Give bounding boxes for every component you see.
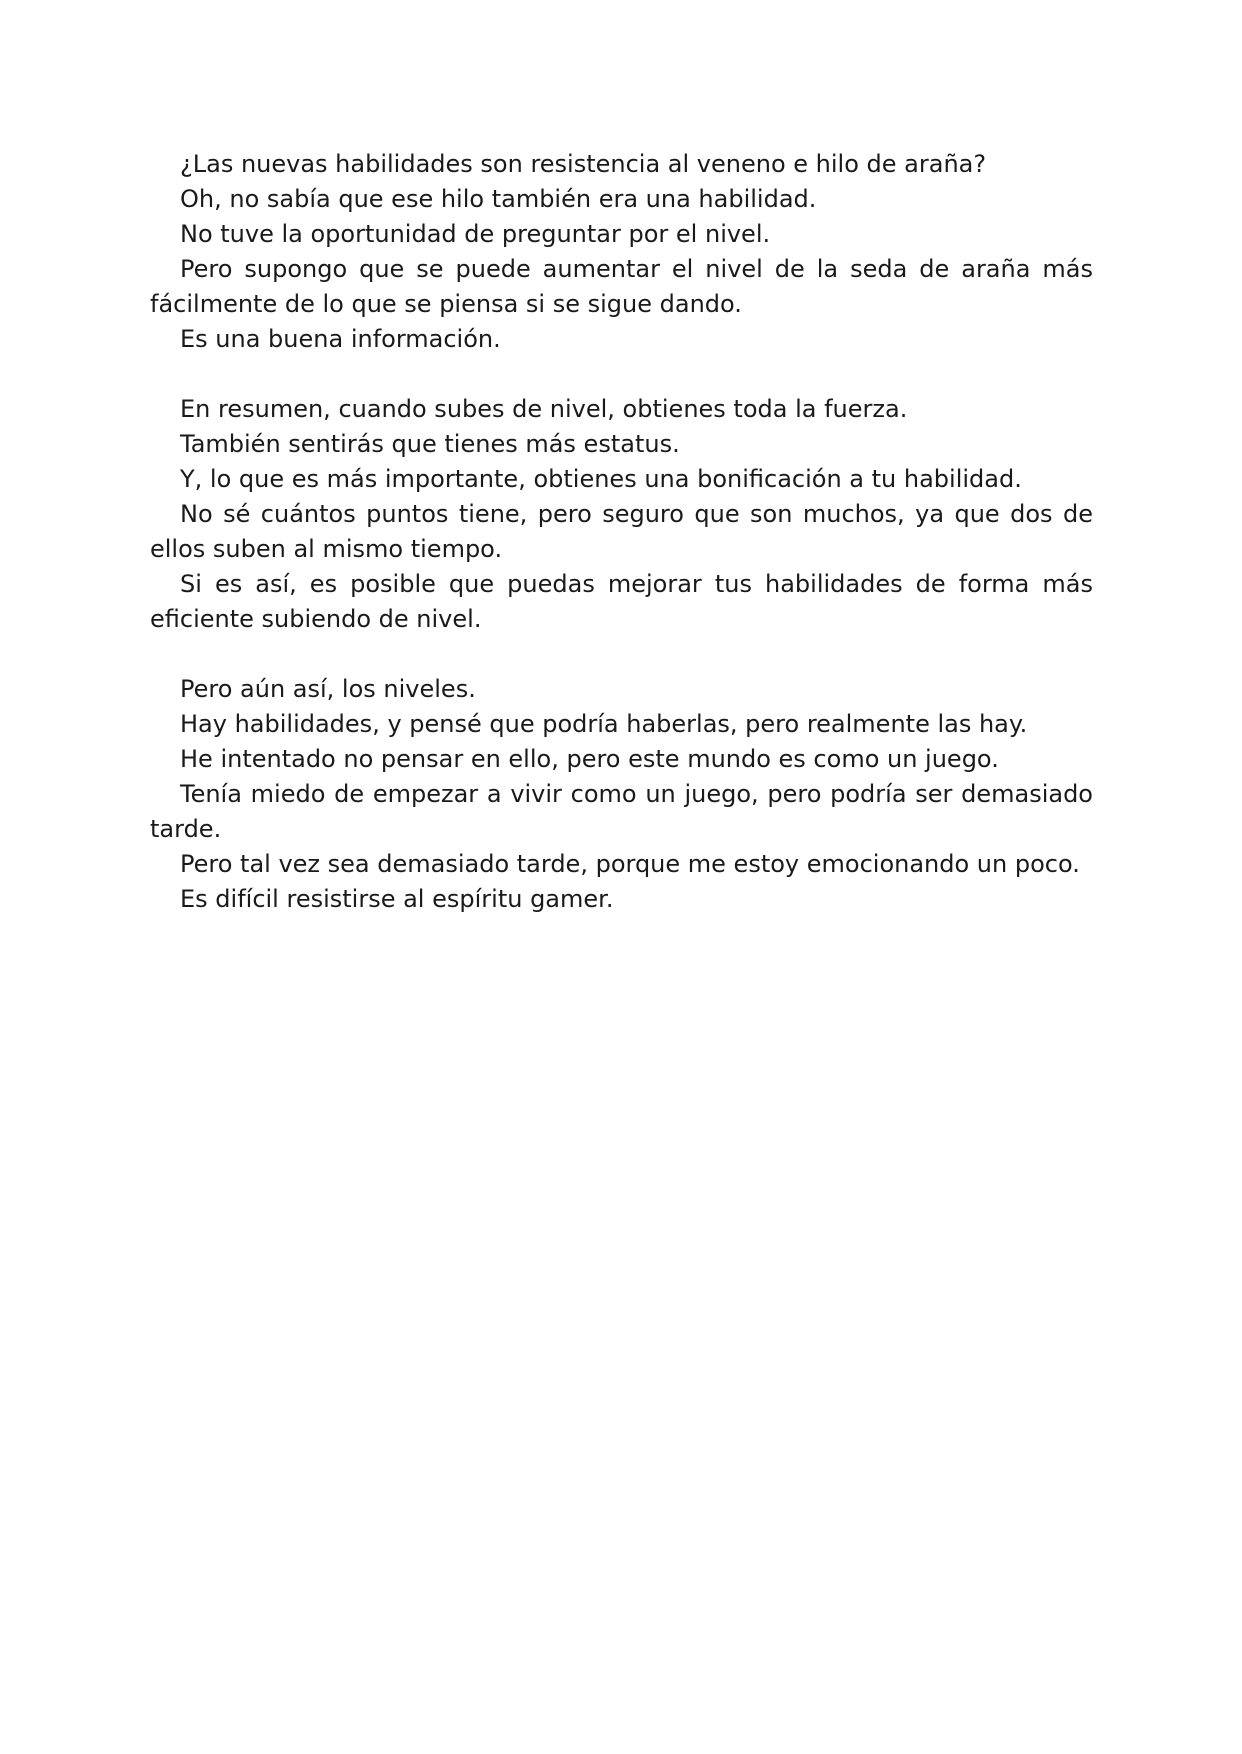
paragraph: Hay habilidades, y pensé que podría haberlas, pero realmente las hay. (180, 710, 1028, 738)
section-2 (150, 392, 1093, 637)
paragraph: Pero aún así, los niveles. (180, 675, 476, 703)
paragraph: ¿Las nuevas habilidades son resistencia al veneno e hilo de araña? (180, 150, 987, 178)
paragraph: No tuve la oportunidad de preguntar por el nivel. (180, 220, 771, 248)
paragraph: Es difícil resistirse al espíritu gamer. (180, 885, 614, 913)
paragraph: Y, lo que es más importante, obtienes una bonificación a tu habilidad. (180, 465, 1022, 493)
paragraph: También sentirás que tienes más estatus. (180, 430, 680, 458)
paragraph: He intentado no pensar en ello, pero este mundo es como un juego. (180, 745, 999, 773)
paragraph: Oh, no sabía que ese hilo también era una habilidad. (180, 185, 817, 213)
paragraph: No sé cuántos puntos tiene, pero seguro que son muchos, ya que dos de ellos suben al mismo tiempo. (150, 500, 1093, 563)
section-break (150, 357, 1093, 392)
paragraph: En resumen, cuando subes de nivel, obtienes toda la fuerza. (180, 395, 908, 423)
paragraph: Pero tal vez sea demasiado tarde, porque me estoy emocionando un poco. (180, 850, 1080, 878)
paragraph: Si es así, es posible que puedas mejorar tus habilidades de forma más eficiente subiendo de nivel. (150, 570, 1093, 633)
section-break (150, 637, 1093, 672)
section-1 (150, 147, 1093, 357)
paragraph: Pero supongo que se puede aumentar el nivel de la seda de araña más fácilmente de lo que se piensa si se sigue dando. (150, 255, 1093, 318)
paragraph: Tenía miedo de empezar a vivir como un juego, pero podría ser demasiado tarde. (150, 780, 1093, 843)
document-page (150, 147, 1093, 917)
paragraph: Es una buena información. (180, 325, 501, 353)
section-3 (150, 672, 1093, 917)
